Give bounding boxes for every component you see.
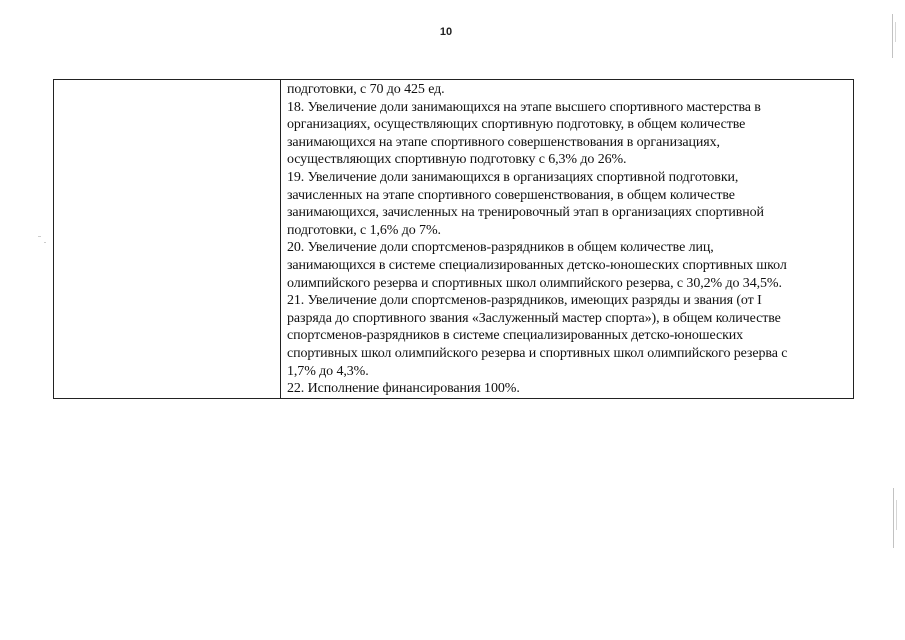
text-line: осуществляющих спортивную подготовку с 6,3% до 26%. — [287, 152, 627, 168]
text-line: зачисленных на этапе спортивного совершенствования, в общем количестве — [287, 187, 735, 203]
text-line: организациях, осуществляющих спортивную подготовку, в общем количестве — [287, 117, 746, 133]
text-line: занимающихся в системе специализированных детско-юношеских спортивных школ — [287, 257, 787, 273]
text-line: 20. Увеличение доли спортсменов-разрядников в общем количестве лиц, — [287, 240, 714, 256]
document-table — [53, 79, 854, 399]
table-cell-right — [281, 80, 853, 398]
text-line: 22. Исполнение финансирования 100%. — [287, 381, 520, 397]
text-line: спортивных школ олимпийского резерва и спортивных школ олимпийского резерва с — [287, 345, 788, 361]
text-line: 1,7% до 4,3%. — [287, 363, 369, 379]
text-line: занимающихся, зачисленных на тренировочный этап в организациях спортивной — [287, 205, 764, 221]
table-cell-left — [54, 80, 281, 398]
scan-artifact — [895, 22, 896, 42]
scan-artifact — [44, 242, 46, 243]
scan-artifact — [38, 236, 41, 237]
text-line: занимающихся на этапе спортивного совершенствования в организациях, — [287, 134, 720, 150]
page-number: 10 — [439, 26, 453, 38]
text-line: олимпийского резерва и спортивных школ олимпийского резерва, с 30,2% до 34,5%. — [287, 275, 782, 291]
scan-artifact — [893, 488, 894, 548]
text-line: 21. Увеличение доли спортсменов-разрядников, имеющих разряды и звания (от I — [287, 293, 762, 309]
text-line: подготовки, с 70 до 425 ед. — [287, 82, 445, 97]
text-line: спортсменов-разрядников в системе специализированных детско-юношеских — [287, 328, 744, 344]
text-line: разряда до спортивного звания «Заслуженный мастер спорта»), в общем количестве — [287, 310, 781, 326]
text-line: 18. Увеличение доли занимающихся на этапе высшего спортивного мастерства в — [287, 99, 761, 115]
text-line: 19. Увеличение доли занимающихся в организациях спортивной подготовки, — [287, 169, 739, 185]
scan-artifact — [892, 14, 893, 58]
text-line: подготовки, с 1,6% до 7%. — [287, 222, 441, 238]
scan-artifact — [896, 500, 897, 530]
